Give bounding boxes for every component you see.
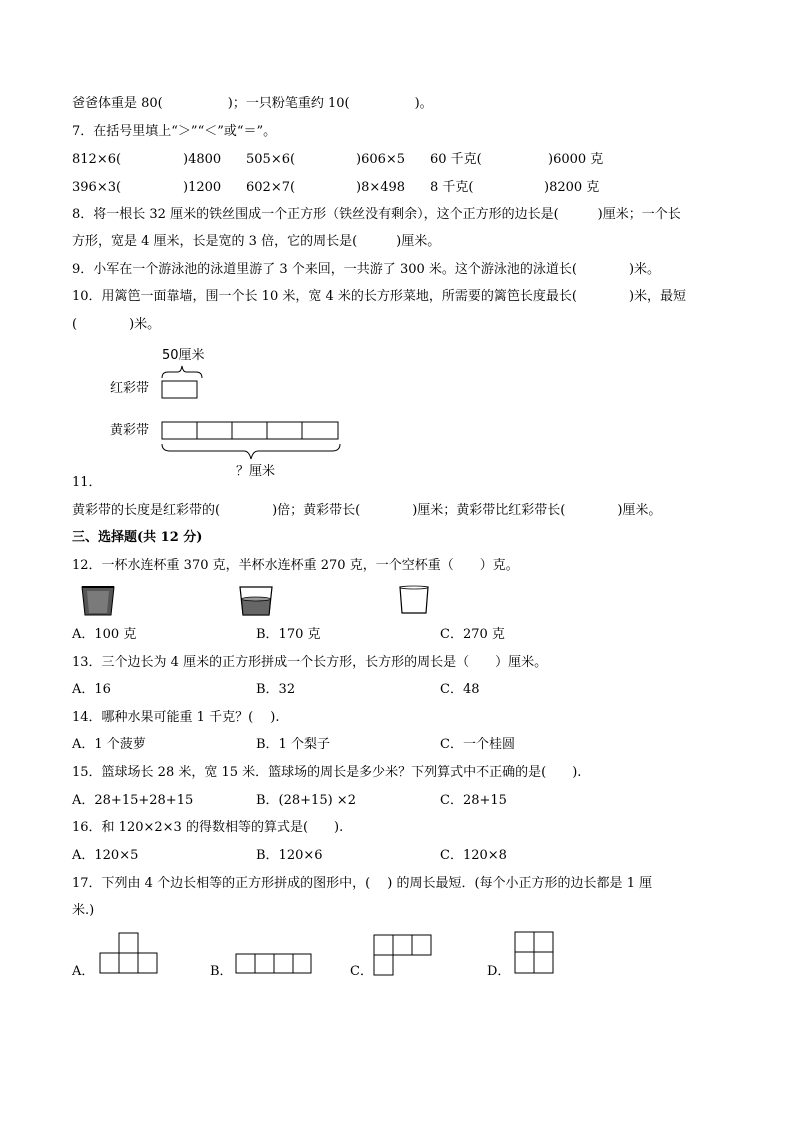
choice-b[interactable]: B．170 克 [256, 627, 321, 642]
red-ribbon-label: 红彩带 [110, 381, 150, 396]
choice-a[interactable]: A．120×5 [72, 848, 139, 863]
choice-c[interactable]: C． [350, 964, 373, 979]
compare-cell: 505×6( [246, 152, 296, 167]
choice-a[interactable]: A．16 [72, 682, 111, 697]
shape-a-t-tetromino [98, 932, 160, 976]
q11-number: 11． [72, 475, 102, 490]
choice-b[interactable]: B．1 个梨子 [256, 737, 330, 752]
choice-b[interactable]: B．32 [256, 682, 296, 697]
compare-cell: 602×7( [246, 180, 296, 195]
choice-c[interactable]: C．120×8 [440, 848, 507, 863]
compare-cell: )4800 [183, 152, 222, 167]
compare-cell: 396×3( [72, 180, 122, 195]
choice-a[interactable]: A．1 个菠萝 [72, 737, 146, 752]
choice-b[interactable]: B．120×6 [256, 848, 323, 863]
q11-line: 黄彩带的长度是红彩带的( )倍；黄彩带长( )厘米；黄彩带比红彩带长( )厘米。 [72, 503, 662, 518]
choice-c[interactable]: C．28+15 [440, 793, 507, 808]
compare-cell: 8 千克( [430, 180, 474, 195]
choice-b[interactable]: B． [210, 964, 233, 979]
brace-top-icon [160, 364, 204, 380]
compare-cell: 812×6( [72, 152, 122, 167]
compare-cell: )606×5 [356, 152, 406, 167]
q10-line-1: 10．用篱笆一面靠墙，围一个长 10 米，宽 4 米的长方形菜地，所需要的篱笆长度最长( )米，最短 [72, 289, 687, 304]
shape-d-square-tetromino [513, 930, 557, 976]
q10-line-2: ( )米。 [72, 317, 161, 332]
q17-line-2: 米.) [72, 903, 95, 918]
choice-a[interactable]: A．28+15+28+15 [72, 793, 194, 808]
choice-c[interactable]: C．48 [440, 682, 480, 697]
q6-tail-line: 爸爸体重是 80( )；一只粉笔重约 10( )。 [72, 96, 433, 111]
ribbon-bottom-label: ？厘米 [236, 464, 276, 479]
half-cup-icon [236, 584, 276, 618]
q14-line: 14．哪种水果可能重 1 千克？( ). [72, 710, 280, 725]
q17-line-1: 17．下列由 4 个边长相等的正方形拼成的图形中，( ) 的周长最短．(每个小正方形的边长都是 1 厘 [72, 876, 653, 891]
choice-c[interactable]: C．270 克 [440, 627, 505, 642]
q15-line: 15．篮球场长 28 米，宽 15 米．篮球场的周长是多少米？下列算式中不正确的是( ). [72, 765, 582, 780]
q13-line: 13．三个边长为 4 厘米的正方形拼成一个长方形，长方形的周长是（ ）厘米。 [72, 655, 548, 670]
section-title: 三、选择题(共 12 分) [72, 530, 203, 545]
q8-line-2: 方形，宽是 4 厘米，长是宽的 3 倍，它的周长是( )厘米。 [72, 234, 441, 249]
compare-cell: )8200 克 [544, 180, 600, 195]
yellow-ribbon-label: 黄彩带 [110, 423, 150, 438]
q8-line-1: 8．将一根长 32 厘米的铁丝围成一个正方形（铁丝没有剩余），这个正方形的边长是( )厘米；一个长 [72, 207, 681, 222]
red-ribbon-bar [161, 380, 201, 400]
q9-line: 9．小军在一个游泳池的泳道里游了 3 个来回，一共游了 300 米。这个游泳池的泳道长( )米。 [72, 262, 661, 277]
empty-cup-icon [396, 584, 432, 616]
shape-c-l-tetromino [372, 933, 434, 977]
ribbon-top-label: 50厘米 [162, 348, 205, 363]
compare-cell: )6000 克 [548, 152, 604, 167]
yellow-ribbon-bar [161, 421, 343, 443]
choice-a[interactable]: A．100 克 [72, 627, 137, 642]
compare-cell: 60 千克( [430, 152, 482, 167]
q16-line: 16．和 120×2×3 的得数相等的算式是( ). [72, 820, 344, 835]
full-cup-icon [78, 584, 118, 618]
choice-d[interactable]: D． [487, 964, 511, 979]
choice-b[interactable]: B．(28+15) ×2 [256, 793, 356, 808]
brace-bottom-icon [160, 442, 344, 462]
q12-line: 12．一杯水连杯重 370 克，半杯水连杯重 270 克，一个空杯重（ ）克。 [72, 558, 519, 573]
q7-title: 7．在括号里填上“＞”“＜”或“＝”。 [72, 124, 277, 139]
choice-c[interactable]: C．一个桂圆 [440, 737, 515, 752]
shape-b-line-tetromino [234, 952, 314, 976]
compare-cell: )1200 [183, 180, 222, 195]
compare-cell: )8×498 [356, 180, 406, 195]
choice-a[interactable]: A． [72, 964, 95, 979]
